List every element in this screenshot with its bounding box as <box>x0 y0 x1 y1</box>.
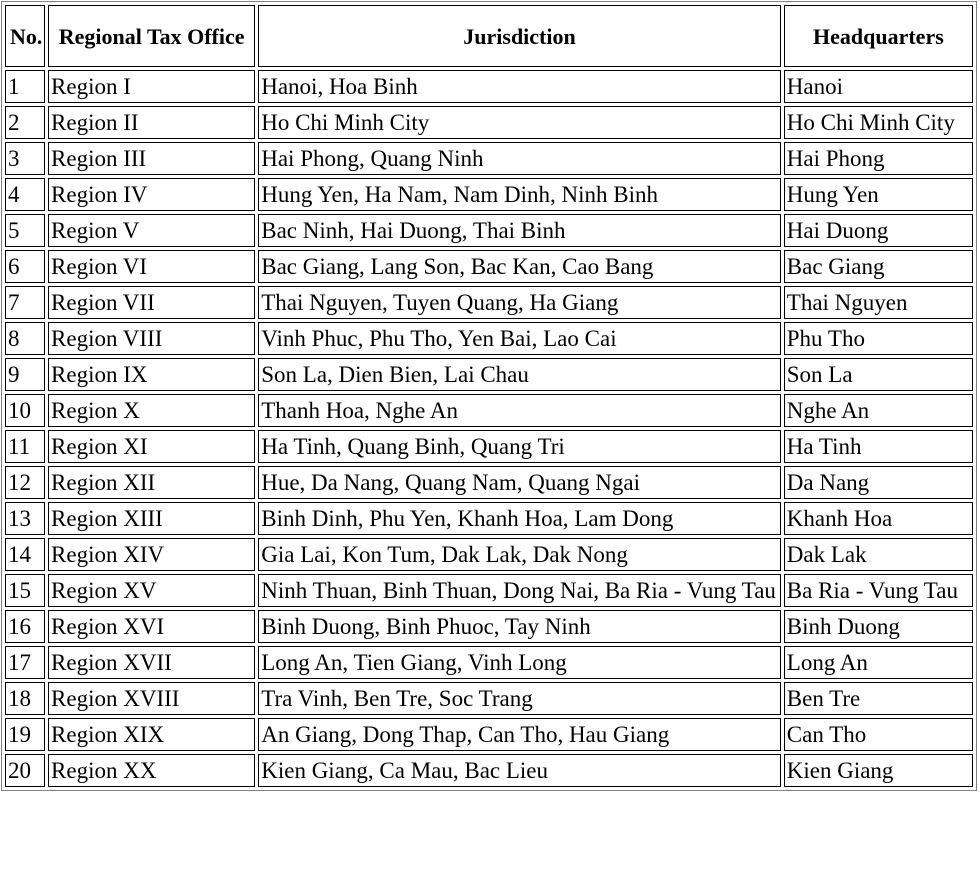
cell-no: 16 <box>5 610 45 643</box>
cell-headquarters: Ben Tre <box>784 682 973 715</box>
cell-headquarters: Ba Ria - Vung Tau <box>784 574 973 607</box>
regional-tax-office-table <box>1 1 977 791</box>
table-row <box>5 394 973 427</box>
cell-regional-tax-office: Region V <box>48 214 255 247</box>
header-jurisdiction: Jurisdiction <box>258 5 781 67</box>
cell-regional-tax-office: Region XIII <box>48 502 255 535</box>
cell-jurisdiction: Tra Vinh, Ben Tre, Soc Trang <box>258 682 781 715</box>
cell-headquarters: Binh Duong <box>784 610 973 643</box>
table-row <box>5 502 973 535</box>
cell-headquarters: Ha Tinh <box>784 430 973 463</box>
cell-jurisdiction: Hanoi, Hoa Binh <box>258 70 781 103</box>
cell-no: 14 <box>5 538 45 571</box>
table-row <box>5 106 973 139</box>
cell-jurisdiction: Binh Duong, Binh Phuoc, Tay Ninh <box>258 610 781 643</box>
table-row <box>5 682 973 715</box>
cell-regional-tax-office: Region VII <box>48 286 255 319</box>
cell-jurisdiction: Ho Chi Minh City <box>258 106 781 139</box>
header-headquarters: Headquarters <box>784 5 973 67</box>
cell-regional-tax-office: Region XI <box>48 430 255 463</box>
table-row <box>5 142 973 175</box>
cell-no: 11 <box>5 430 45 463</box>
table-body <box>5 70 973 787</box>
cell-headquarters: Hai Phong <box>784 142 973 175</box>
cell-regional-tax-office: Region VIII <box>48 322 255 355</box>
cell-no: 1 <box>5 70 45 103</box>
cell-no: 3 <box>5 142 45 175</box>
header-regional-tax-office: Regional Tax Office <box>48 5 255 67</box>
cell-headquarters: Thai Nguyen <box>784 286 973 319</box>
cell-regional-tax-office: Region II <box>48 106 255 139</box>
cell-regional-tax-office: Region XX <box>48 754 255 787</box>
cell-regional-tax-office: Region IX <box>48 358 255 391</box>
cell-regional-tax-office: Region I <box>48 70 255 103</box>
cell-jurisdiction: Long An, Tien Giang, Vinh Long <box>258 646 781 679</box>
cell-no: 2 <box>5 106 45 139</box>
cell-headquarters: Can Tho <box>784 718 973 751</box>
cell-jurisdiction: Thai Nguyen, Tuyen Quang, Ha Giang <box>258 286 781 319</box>
cell-regional-tax-office: Region XV <box>48 574 255 607</box>
cell-headquarters: Long An <box>784 646 973 679</box>
cell-regional-tax-office: Region X <box>48 394 255 427</box>
cell-jurisdiction: Hai Phong, Quang Ninh <box>258 142 781 175</box>
cell-no: 15 <box>5 574 45 607</box>
cell-jurisdiction: Ninh Thuan, Binh Thuan, Dong Nai, Ba Ria - Vung Tau <box>258 574 781 607</box>
cell-no: 4 <box>5 178 45 211</box>
cell-no: 5 <box>5 214 45 247</box>
cell-no: 13 <box>5 502 45 535</box>
table-row <box>5 70 973 103</box>
cell-headquarters: Dak Lak <box>784 538 973 571</box>
cell-no: 18 <box>5 682 45 715</box>
table-row <box>5 178 973 211</box>
cell-no: 8 <box>5 322 45 355</box>
cell-regional-tax-office: Region VI <box>48 250 255 283</box>
table-row <box>5 610 973 643</box>
cell-headquarters: Phu Tho <box>784 322 973 355</box>
table-row <box>5 538 973 571</box>
table-row <box>5 250 973 283</box>
cell-jurisdiction: Ha Tinh, Quang Binh, Quang Tri <box>258 430 781 463</box>
table-row <box>5 286 973 319</box>
cell-jurisdiction: Hue, Da Nang, Quang Nam, Quang Ngai <box>258 466 781 499</box>
cell-headquarters: Kien Giang <box>784 754 973 787</box>
table-row <box>5 466 973 499</box>
table-row <box>5 754 973 787</box>
table-row <box>5 214 973 247</box>
cell-headquarters: Son La <box>784 358 973 391</box>
cell-headquarters: Da Nang <box>784 466 973 499</box>
cell-jurisdiction: Vinh Phuc, Phu Tho, Yen Bai, Lao Cai <box>258 322 781 355</box>
cell-no: 12 <box>5 466 45 499</box>
cell-jurisdiction: Thanh Hoa, Nghe An <box>258 394 781 427</box>
cell-regional-tax-office: Region IV <box>48 178 255 211</box>
cell-no: 7 <box>5 286 45 319</box>
cell-no: 9 <box>5 358 45 391</box>
cell-headquarters: Bac Giang <box>784 250 973 283</box>
table-row <box>5 430 973 463</box>
header-row <box>5 5 973 67</box>
cell-no: 10 <box>5 394 45 427</box>
cell-no: 6 <box>5 250 45 283</box>
cell-jurisdiction: Bac Giang, Lang Son, Bac Kan, Cao Bang <box>258 250 781 283</box>
cell-jurisdiction: Bac Ninh, Hai Duong, Thai Binh <box>258 214 781 247</box>
header-no: No. <box>5 5 45 67</box>
table-row <box>5 718 973 751</box>
cell-regional-tax-office: Region XIV <box>48 538 255 571</box>
cell-jurisdiction: Gia Lai, Kon Tum, Dak Lak, Dak Nong <box>258 538 781 571</box>
cell-jurisdiction: Binh Dinh, Phu Yen, Khanh Hoa, Lam Dong <box>258 502 781 535</box>
cell-jurisdiction: An Giang, Dong Thap, Can Tho, Hau Giang <box>258 718 781 751</box>
table-row <box>5 574 973 607</box>
table-row <box>5 358 973 391</box>
table-header <box>5 5 973 67</box>
cell-jurisdiction: Kien Giang, Ca Mau, Bac Lieu <box>258 754 781 787</box>
cell-no: 19 <box>5 718 45 751</box>
cell-regional-tax-office: Region XVIII <box>48 682 255 715</box>
cell-headquarters: Khanh Hoa <box>784 502 973 535</box>
cell-regional-tax-office: Region XII <box>48 466 255 499</box>
cell-headquarters: Nghe An <box>784 394 973 427</box>
cell-regional-tax-office: Region XVII <box>48 646 255 679</box>
cell-headquarters: Hanoi <box>784 70 973 103</box>
cell-headquarters: Hung Yen <box>784 178 973 211</box>
cell-regional-tax-office: Region III <box>48 142 255 175</box>
table-row <box>5 646 973 679</box>
cell-no: 17 <box>5 646 45 679</box>
cell-headquarters: Hai Duong <box>784 214 973 247</box>
cell-regional-tax-office: Region XIX <box>48 718 255 751</box>
cell-regional-tax-office: Region XVI <box>48 610 255 643</box>
cell-no: 20 <box>5 754 45 787</box>
cell-jurisdiction: Son La, Dien Bien, Lai Chau <box>258 358 781 391</box>
cell-jurisdiction: Hung Yen, Ha Nam, Nam Dinh, Ninh Binh <box>258 178 781 211</box>
table-row <box>5 322 973 355</box>
cell-headquarters: Ho Chi Minh City <box>784 106 973 139</box>
